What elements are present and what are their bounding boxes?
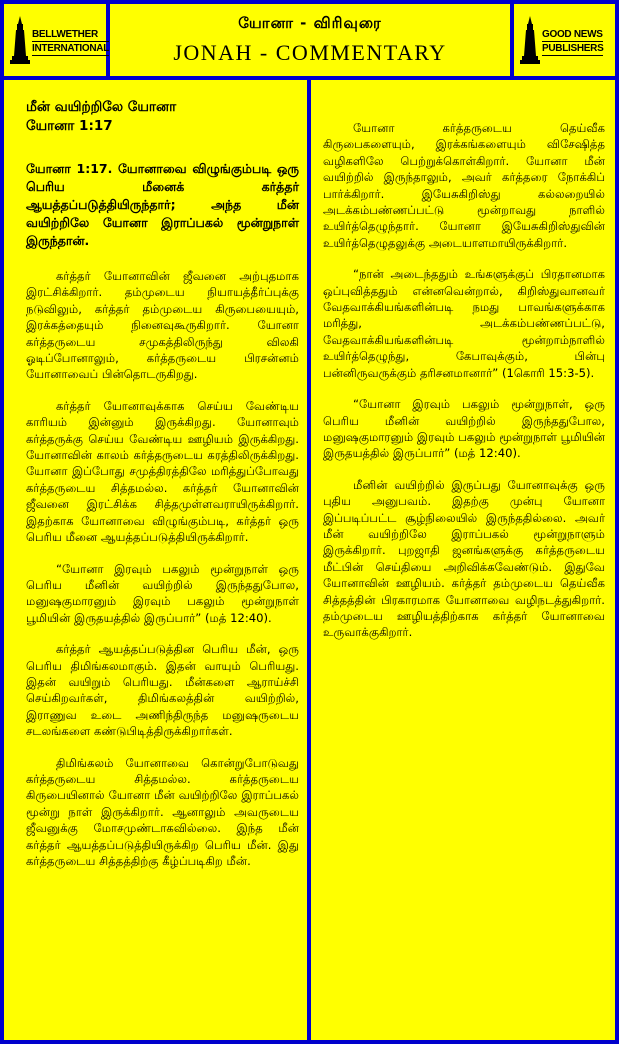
section-heading	[26, 98, 299, 136]
page-title-tamil: யோனா - விரிவுரை	[238, 14, 382, 32]
paragraph: யோனா கர்த்தருடைய தெய்வீக கிருபைகளையும், இரக்கங்களையும் விசேஷித்த வழிகளிலே பெற்றுக்கொள்கிறார். யோனா மீன் வயிற்றில் இருந்தாலும், அவர் கர்த்தரை நோக்கிப் பார்க்கிறார். இயேசுகிறிஸ்து கல்லறையில் அடக்கம்பண்ணப்பட்டு மூன்றாவது நாளில் உயிர்த்தெழுந்தார். யோனா இயேசுகிறிஸ்துவின் உயிர்த்தெழுதலுக்கு அடையாளமாயிருக்கிறார்.	[323, 121, 605, 250]
paragraph: கர்த்தர் யோனாவுக்காக செய்ய வேண்டிய காரியம் இன்னும் இருக்கிறது. யோனாவும் கர்த்தருக்கு செய்ய வேண்டிய ஊழியம் இருக்கிறது. யோனாவின் காலம் கர்த்தருடைய கரத்திலிருக்கிறது. யோனா இப்போது சமுத்திரத்திலே மரித்துப்போவது கர்த்தருடைய சித்தமல்ல. கர்த்தர் யோனாவின் ஜீவனை இரட்சிக்க சித்தமுள்ளவராயிருக்கிறார். இதற்காக யோனாவை விழுங்கும்படி, கர்த்தர் ஒரு பெரிய மீனை ஆயத்தப்படுத்தியிருக்கிறார்.	[26, 398, 299, 545]
logo-line1: GOOD NEWS	[542, 29, 603, 40]
good-news-logo	[520, 16, 610, 64]
paragraph: திமிங்கலம் யோனாவை கொன்றுபோடுவது கர்த்தருடைய சித்தமல்ல. கர்த்தருடைய கிருபையினால் யோனா மீன் வயிற்றிலே இராப்பகல் மூன்று நாள் இருக்கிறார். ஆனாலும் அவருடைய ஜீவனுக்கு மோசமுண்டாகவில்லை. இந்த மீன் கர்த்தர் ஆயத்தப்படுத்தியிருக்கிற பெரிய மீன். இது கர்த்தருடைய சித்தத்திற்கு கீழ்ப்படிகிற மீன்.	[26, 755, 299, 868]
title-box	[110, 4, 510, 76]
paragraph: கர்த்தர் ஆயத்தப்படுத்தின பெரிய மீன், ஒரு பெரிய திமிங்கலமாகும். இதன் வாயும் பெரியது. இதன் வயிறும் பெரியது. மீன்களை ஆராய்ச்சி செய்கிறவர்கள், திமிங்கலத்தின் வயிற்றில், இராணுவ உடை அணிந்திருந்த மனுஷருடைய சடலங்களை கண்டுபிடித்திருக்கிறார்கள்.	[26, 642, 299, 739]
quote-paragraph: “நான் அடைந்ததும் உங்களுக்குப் பிரதானமாக ஒப்புவித்ததும் என்னவென்றால், கிறிஸ்துவானவர் வேதவாக்கியங்களின்படி நமது பாவங்களுக்காக மரித்து, அடக்கம்பண்ணப்பட்டு, வேதவாக்கியங்களின்படி மூன்றாம்நாளில் உயிர்த்தெழுந்து, கேபாவுக்கும், பின்பு பன்னிருவருக்கும் தரிசனமானார்” (1கொரி 15:3-5).	[323, 267, 605, 380]
left-logo-box	[4, 4, 110, 76]
tower-icon	[10, 16, 30, 64]
page-title-english: JONAH - COMMENTARY	[173, 40, 447, 65]
quote-paragraph: “யோனா இரவும் பகலும் மூன்றுநாள், ஒரு பெரிய மீனின் வயிற்றில் இருந்ததுபோல, மனுஷகுமாரனும் இரவும் பகலும் மூன்றுநாள் பூமியின் இருதயத்தில் இருப்பார்” (மத் 12:40).	[323, 397, 605, 461]
logo-line2: INTERNATIONAL	[32, 43, 110, 54]
heading-line2: யோனா 1:17	[26, 118, 113, 134]
quote-paragraph: “யோனா இரவும் பகலும் மூன்றுநாள் ஒரு பெரிய மீனின் வயிற்றில் இருந்ததுபோல, மனுஷகுமாரனும் இரவும் பகலும் மூன்றுநாள் பூமியின் இருதயத்தில் இருப்பார்” (மத் 12:40).	[26, 561, 299, 625]
tower-icon	[520, 16, 540, 64]
bellwether-logo	[10, 16, 110, 64]
right-logo-box	[514, 4, 615, 76]
heading-line1: மீன் வயிற்றிலே யோனா	[26, 99, 177, 115]
logo-line2: PUBLISHERS	[542, 43, 604, 54]
logo-line1: BELLWETHER	[32, 28, 109, 42]
paragraph: மீனின் வயிற்றில் இருப்பது யோனாவுக்கு ஒரு புதிய அனுபவம். இதற்கு முன்பு யோனா இப்படிப்பட்ட சூழ்நிலையில் இருந்ததில்லை. அவர் மீன் வயிற்றிலே இராப்பகல் மூன்றுநாளும் இருக்கிறார். புறஜாதி ஜனங்களுக்கு கர்த்தருடைய மீட்பின் செய்தியை அறிவிக்கவேண்டும். இதுவே யோனாவின் ஊழியம். கர்த்தர் தம்முடைய தெய்வீக சித்தத்தின் பிரகாரமாக யோனாவை வழிநடத்துகிறார். தம்முடைய ஊழியத்திற்காக கர்த்தர் யோனாவை உருவாக்குகிறார்.	[323, 477, 605, 640]
paragraph: கர்த்தர் யோனாவின் ஜீவனை அற்புதமாக இரட்சிக்கிறார். தம்முடைய நியாயத்தீர்ப்புக்கு நடுவிலும், கர்த்தர் தம்முடைய கிருபையையும், இரக்கத்தையும் நினைவுகூருகிறார். யோனா கர்த்தருடைய சமுகத்திலிருந்து விலகி ஓடிப்போனாலும், கர்த்தருடைய பிரசன்னம் யோனாவைப் பின்தொடருகிறது.	[26, 269, 299, 382]
right-column	[311, 80, 615, 1040]
left-column	[4, 80, 307, 1040]
header	[4, 4, 615, 76]
verse-text: யோனா 1:17. யோனாவை விழுங்கும்படி ஒரு பெரிய மீனைக் கர்த்தர் ஆயத்தப்படுத்தியிருந்தார்; அந்த மீன் வயிற்றிலே யோனா இராப்பகல் மூன்றுநாள் இருந்தான்.	[26, 161, 299, 248]
